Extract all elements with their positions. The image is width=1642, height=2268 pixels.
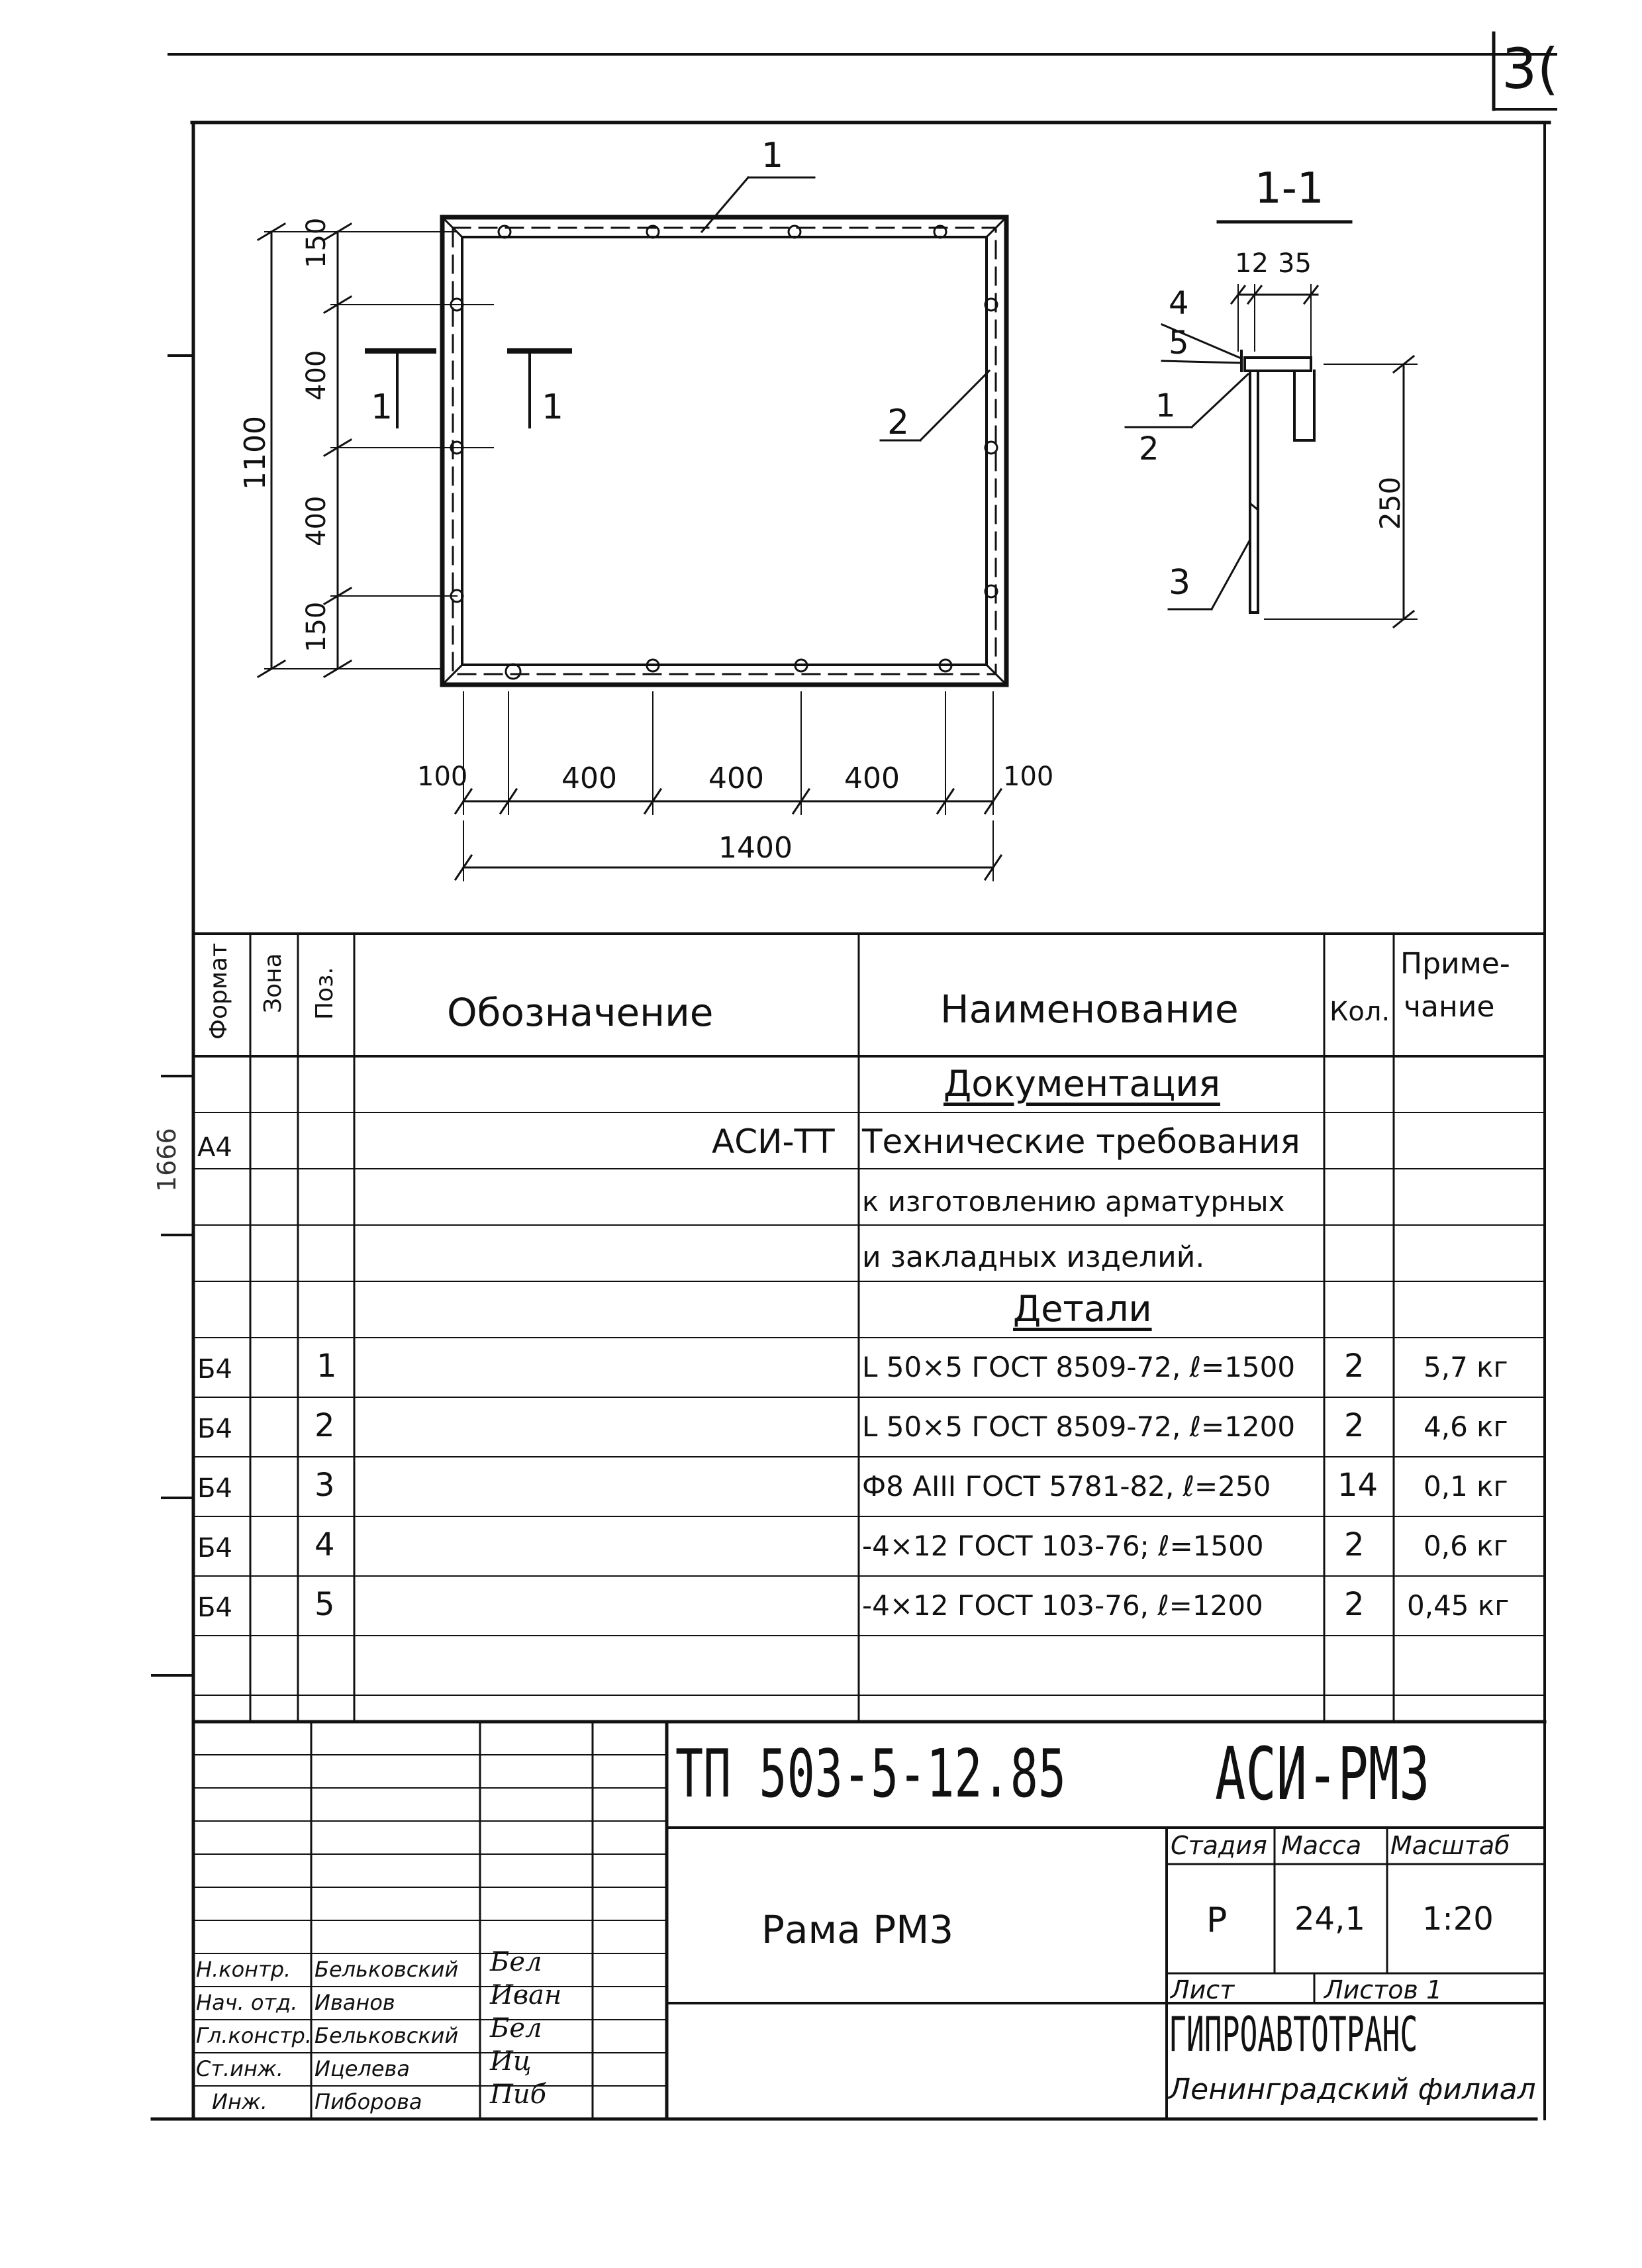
row1-name: L 50×5 ГОСТ 8509-72, ℓ=1500 (862, 1351, 1296, 1383)
branch-name: Ленинградский филиал (1169, 2073, 1536, 2106)
staff-role-5: Инж. (212, 2089, 267, 2114)
section-dim-35: 35 (1278, 248, 1312, 279)
staff-signature-1: Бел (490, 1947, 542, 1977)
section-mark-left: 1 (371, 387, 393, 427)
stage-value: Р (1206, 1900, 1228, 1940)
row2-note: 4,6 кг (1424, 1410, 1508, 1443)
staff-name-4: Ицелева (314, 2056, 410, 2081)
staff-role-2: Нач. отд. (196, 1990, 298, 2015)
row5-name: -4×12 ГОСТ 103-76, ℓ=1200 (862, 1589, 1263, 1622)
section-dim-12: 12 (1235, 248, 1269, 279)
header-note-line2: чание (1404, 990, 1495, 1024)
staff-role-4: Ст.инж. (196, 2056, 283, 2081)
row1-format: Б4 (197, 1354, 232, 1385)
section-dim-250: 250 (1374, 476, 1406, 530)
staff-role-1: Н.контр. (196, 1957, 291, 1982)
doc-row-name-line3: и закладных изделий. (862, 1240, 1205, 1274)
staff-name-1: Бельковский (314, 1957, 459, 1982)
doc-row-format: А4 (197, 1132, 232, 1163)
dim-vertical-400-a: 400 (301, 350, 332, 401)
doc-code: АСИ-РМ3 (1215, 1732, 1430, 1816)
row1-qty: 2 (1344, 1348, 1365, 1385)
row3-note: 0,1 кг (1424, 1470, 1508, 1503)
section-label-5: 5 (1169, 324, 1189, 362)
row2-name: L 50×5 ГОСТ 8509-72, ℓ=1200 (862, 1410, 1296, 1443)
row4-name: -4×12 ГОСТ 103-76; ℓ=1500 (862, 1530, 1264, 1562)
dim-horizontal-400-b: 400 (708, 762, 764, 795)
pos-callout-2: 2 (887, 403, 910, 442)
staff-signature-2: Иван (490, 1980, 562, 2010)
sheet-label: Лист (1171, 1975, 1235, 2004)
row5-qty: 2 (1344, 1586, 1365, 1623)
row5-format: Б4 (197, 1593, 232, 1623)
dim-vertical-150-top: 150 (301, 217, 332, 268)
row2-format: Б4 (197, 1414, 232, 1444)
header-name: Наименование (940, 987, 1239, 1032)
section-label-3: 3 (1169, 563, 1191, 603)
row4-pos: 4 (314, 1526, 335, 1563)
row1-pos: 1 (316, 1348, 337, 1385)
dim-horizontal-400-c: 400 (844, 762, 900, 795)
row4-note: 0,6 кг (1424, 1530, 1508, 1562)
row3-pos: 3 (314, 1467, 335, 1504)
staff-name-2: Иванов (314, 1990, 395, 2015)
dim-vertical-total: 1100 (238, 416, 272, 490)
dim-vertical-150-bottom: 150 (301, 601, 332, 652)
page-number: 3( (1502, 36, 1559, 101)
row5-pos: 5 (314, 1586, 335, 1623)
section-label-4: 4 (1169, 285, 1189, 322)
item-name: Рама РМ3 (761, 1907, 954, 1952)
header-zone: Зона (260, 953, 287, 1013)
row2-qty: 2 (1344, 1407, 1365, 1444)
doc-row-name-line1: Технические требования (862, 1122, 1300, 1161)
row3-name: Ф8 АIII ГОСТ 5781-82, ℓ=250 (862, 1470, 1271, 1503)
sheets-label: Листов 1 (1324, 1975, 1443, 2004)
project-code: ТП 503-5-12.85 (675, 1735, 1067, 1812)
staff-name-3: Бельковский (314, 2023, 459, 2048)
stage-label: Стадия (1171, 1831, 1267, 1860)
org-name: ГИПРОАВТОТРАНС (1169, 2006, 1418, 2062)
staff-signature-4: Иц (490, 2046, 532, 2077)
section-label-1: 1 (1155, 387, 1176, 424)
mass-value: 24,1 (1294, 1900, 1365, 1938)
section-title: 1-1 (1255, 164, 1324, 213)
margin-note: 1666 (152, 1128, 181, 1192)
header-qty: Кол. (1329, 997, 1390, 1027)
staff-signature-3: Бел (490, 2013, 542, 2044)
header-format: Формат (205, 942, 232, 1040)
staff-signature-5: Пиб (490, 2079, 547, 2110)
dim-horizontal-400-a: 400 (561, 762, 617, 795)
section-label-2: 2 (1139, 430, 1159, 468)
mass-label: Масса (1281, 1831, 1362, 1860)
row5-note: 0,45 кг (1407, 1589, 1510, 1622)
section-documentation: Документация (943, 1063, 1220, 1105)
staff-role-3: Гл.констр. (196, 2023, 312, 2048)
row4-qty: 2 (1344, 1526, 1365, 1563)
row3-qty: 14 (1337, 1467, 1378, 1504)
section-details: Детали (1013, 1288, 1152, 1330)
section-mark-right: 1 (542, 387, 564, 427)
dim-horizontal-100-right: 100 (1003, 762, 1054, 792)
row2-pos: 2 (314, 1407, 335, 1444)
header-pos: Поз. (311, 967, 338, 1020)
dim-vertical-400-b: 400 (301, 495, 332, 546)
row1-note: 5,7 кг (1424, 1351, 1508, 1383)
scale-label: Масштаб (1390, 1831, 1510, 1860)
dim-horizontal-total: 1400 (718, 831, 793, 865)
header-note-line1: Приме- (1400, 947, 1510, 981)
pos-callout-1: 1 (761, 136, 784, 175)
doc-row-name-line2: к изготовлению арматурных (862, 1185, 1285, 1218)
staff-name-5: Пиборова (314, 2089, 422, 2114)
row3-format: Б4 (197, 1473, 232, 1504)
row4-format: Б4 (197, 1533, 232, 1563)
scale-value: 1:20 (1422, 1900, 1494, 1938)
header-designation: Обозначение (447, 990, 714, 1035)
dim-horizontal-100-left: 100 (417, 762, 468, 792)
doc-row-designation: АСИ-ТТ (712, 1122, 835, 1161)
